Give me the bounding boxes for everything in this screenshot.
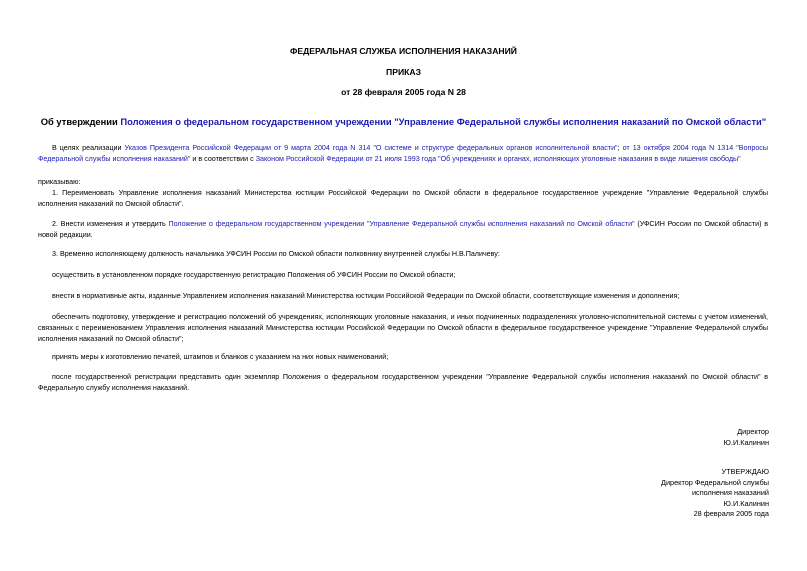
- subitem-regulations: обеспечить подготовку, утверждение и регистрацию положений об учреждениях, исполняющих уголовные наказания, и иных подчиненных подразделениях уголовно-исполнительной системы с учетом изменений, связанных с переименованием Управления исполнения наказаний Министерства юстиции Российской Федерации по Омской области в федеральное государственное учреждение "Управление Федеральной службы исполнения наказаний по Омской области";: [38, 313, 768, 343]
- regulation-link[interactable]: Положение о федеральном государственном учреждении "Управление Федеральной службы исполнения наказаний по Омской области": [168, 220, 635, 228]
- doc-type-heading: ПРИКАЗ: [386, 67, 421, 77]
- law-1993-link[interactable]: Законом Российской Федерации от 21 июля 1993 года "Об учреждениях и органах, исполняющих уголовные наказания в виде лишения свободы": [255, 155, 741, 163]
- agency-heading: ФЕДЕРАЛЬНАЯ СЛУЖБА ИСПОЛНЕНИЯ НАКАЗАНИЙ: [290, 46, 517, 56]
- decree-1314-link[interactable]: от 13 октября 2004 года N 1314 "Вопросы Федеральной службы исполнения наказаний": [38, 144, 768, 163]
- item-2: [38, 219, 768, 241]
- approval-line-3: исполнения наказаний: [691, 488, 769, 497]
- page-title: [0, 116, 807, 127]
- preamble-text-2: ;: [617, 144, 623, 152]
- order-word: приказываю:: [38, 178, 81, 186]
- item-2-text-b: (УФСИН России по Омской области) в новой редакции.: [38, 220, 768, 239]
- approval-block: [661, 467, 769, 520]
- item-3: 3. Временно исполняющему должность начальника УФСИН России по Омской области полковнику внутренней службы Н.В.Паличеву:: [52, 250, 500, 258]
- decree-314-link[interactable]: Указов Президента Российской Федерации от 9 марта 2004 года N 314 "О системе и структуре федеральных органов исполнительной власти": [124, 144, 618, 152]
- preamble-text-3: и в соответствии с: [190, 155, 256, 163]
- approval-line-1: УТВЕРЖДАЮ: [721, 467, 769, 476]
- item-2-text-a: 2. Внести изменения и утвердить: [52, 220, 169, 228]
- approval-line-4: Ю.И.Калинин: [723, 498, 769, 508]
- subitem-amendments: внести в нормативные акты, изданные Управлением исполнения наказаний Министерства юстиции Российской Федерации по Омской области, соответствующие изменения и дополнения;: [52, 292, 680, 300]
- signature-block: [724, 427, 769, 448]
- preamble-paragraph: [38, 143, 768, 165]
- date-heading: от 28 февраля 2005 года N 28: [341, 87, 466, 97]
- preamble-text-1: В целях реализации: [52, 144, 125, 152]
- signature-position: Директор: [737, 427, 769, 436]
- title-prefix: Об утверждении: [40, 116, 121, 127]
- title-link[interactable]: Положения о федеральном государственном учреждении "Управление Федеральной службы исполнения наказаний по Омской области": [120, 116, 767, 127]
- item-1: 1. Переименовать Управление исполнения наказаний Министерства юстиции Российской Федерации по Омской области в федеральное государственное учреждение "Управление Федеральной службы исполнения наказаний по Омской области".: [38, 189, 768, 208]
- subitem-registration: осуществить в установленном порядке государственную регистрацию Положения об УФСИН России по Омской области;: [52, 271, 456, 279]
- subitem-seals: принять меры к изготовлению печатей, штампов и бланков с указанием на них новых наименований;: [52, 353, 389, 361]
- signature-name: Ю.И.Калинин: [723, 437, 769, 447]
- subitem-submit-copy: после государственной регистрации представить один экземпляр Положения о федеральном государственном учреждении "Управление Федеральной службы исполнения наказаний по Омской области" в Федеральную службу исполнения наказаний.: [38, 373, 768, 392]
- approval-line-5: 28 февраля 2005 года: [693, 509, 769, 518]
- approval-line-2: Директор Федеральной службы: [661, 477, 769, 487]
